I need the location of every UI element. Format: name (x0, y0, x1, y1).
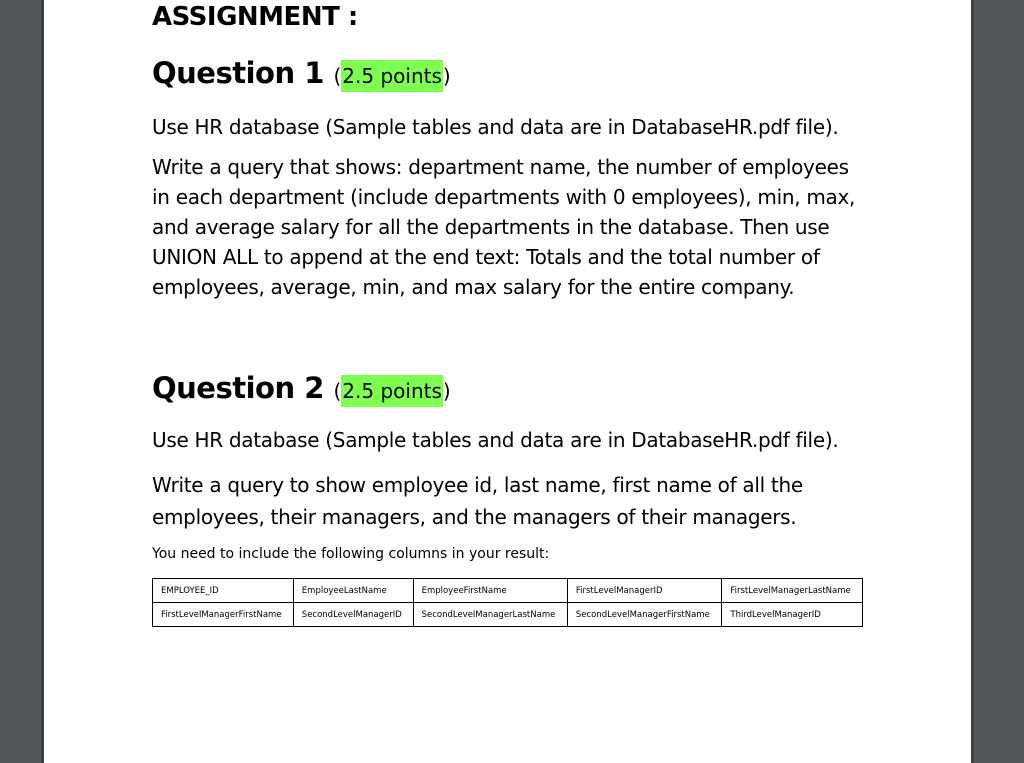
table-cell: SecondLevelManagerFirstName (567, 603, 722, 627)
question-2-label: Question 2 (152, 371, 324, 405)
table-cell: SecondLevelManagerLastName (413, 603, 567, 627)
table-cell: EmployeeLastName (293, 579, 413, 603)
table-cell: SecondLevelManagerID (293, 603, 413, 627)
question-1-heading (152, 56, 451, 90)
table-cell: FirstLevelManagerLastName (722, 579, 863, 603)
question-2-points: (2.5 points) (333, 375, 450, 407)
question-2-heading (152, 371, 451, 405)
question-1-paragraph-2: Write a query that shows: department name, the number of employees in each department (include departments with 0 employees), min, max, and average salary for all the departments in the database. Then use UNION ALL to append at the end text: Totals and the total number of employees, average, min, and max salary for the entire company. (152, 155, 856, 299)
question-2-points-highlight: 2.5 points (341, 375, 443, 407)
table-cell: EmployeeFirstName (413, 579, 567, 603)
question-1-points-highlight: 2.5 points (341, 60, 443, 92)
question-2-paragraph-1: Use HR database (Sample tables and data are in DatabaseHR.pdf file). (152, 428, 839, 452)
columns-instruction: You need to include the following columns in your result: (152, 546, 550, 562)
table-cell: FirstLevelManagerID (567, 579, 722, 603)
question-2-paragraph-2: Write a query to show employee id, last name, first name of all the employees, their managers, and the managers of their managers. (152, 473, 803, 529)
question-1-paragraph-1: Use HR database (Sample tables and data are in DatabaseHR.pdf file). (152, 115, 839, 139)
table-cell: EMPLOYEE_ID (153, 579, 294, 603)
question-1-label: Question 1 (152, 56, 324, 90)
document-title: ASSIGNMENT : (152, 2, 358, 32)
page-shadow-right (971, 0, 974, 763)
required-columns-table (152, 578, 863, 627)
table-cell: FirstLevelManagerFirstName (153, 603, 294, 627)
table-row (153, 603, 863, 627)
question-1-points: (2.5 points) (333, 60, 450, 92)
table-cell: ThirdLevelManagerID (722, 603, 863, 627)
table-row (153, 579, 863, 603)
